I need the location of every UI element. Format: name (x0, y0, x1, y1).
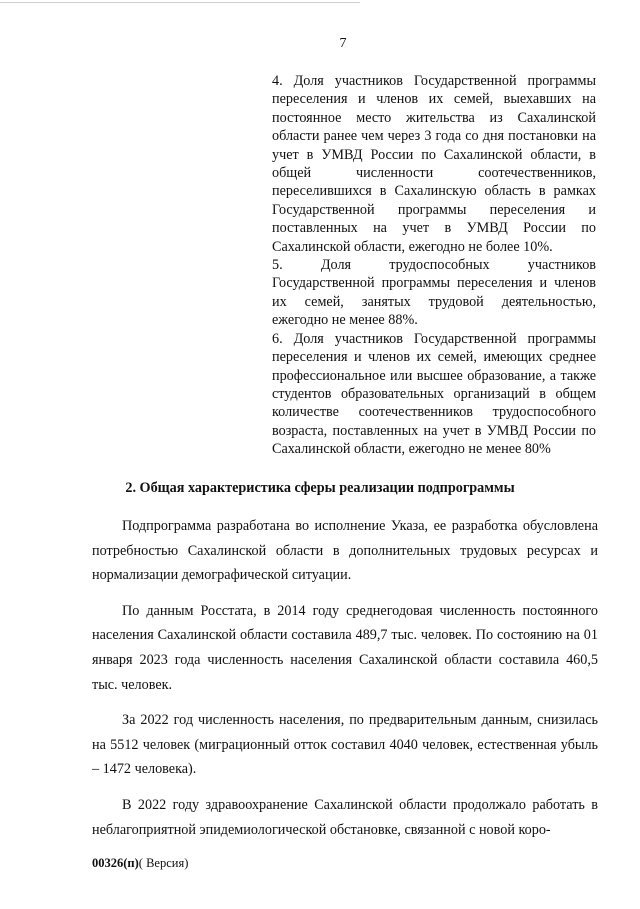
section-body (92, 514, 598, 853)
indicator-item-4: 4. Доля участников Государственной программы переселения и членов их семей, выехавших на постоянное место жительства из Сахалинской области ранее чем через 3 года со дня постановки на учет в УМВД России по Сахалинской области, в общей численности соотечественников, переселившихся в Сахалинскую область в рамках Государственной программы переселения и поставленных на учет в УМВД России по Сахалинской области, ежегодно не более 10%. (272, 73, 596, 255)
indicator-item-6: 6. Доля участников Государственной программы переселения и членов их семей, имеющих среднее профессиональное или высшее образование, а также студентов образовательных организаций в общем количестве соотечественников трудоспособного возраста, поставленных на учет в УМВД России по Сахалинской области, ежегодно не менее 80% (272, 330, 596, 458)
body-paragraph: За 2022 год численность населения, по предварительным данным, снизилась на 5512 человек (миграционный отток составил 4040 человек, естественная убыль – 1472 человека). (92, 712, 598, 778)
document-footer (92, 856, 188, 871)
body-paragraph: В 2022 году здравоохранение Сахалинской области продолжало работать в неблагоприятной эпидемиологической обстановке, связанной с новой коро- (92, 796, 598, 838)
document-version: ( Версия) (138, 856, 189, 870)
target-indicators-list (272, 72, 596, 459)
body-paragraph: Подпрограмма разработана во исполнение Указа, ее разработка обусловлена потребностью Сахалинской области в дополнительных трудовых ресурсах и нормализации демографической ситуации. (92, 518, 598, 584)
section-heading: 2. Общая характеристика сферы реализации подпрограммы (125, 480, 515, 496)
page-number: 7 (339, 36, 347, 51)
indicator-item-5: 5. Доля трудоспособных участников Государственной программы переселения и членов их семей, занятых трудовой деятельностью, ежегодно не менее 88%. (272, 257, 596, 329)
document-code: 00326(п) (92, 856, 139, 870)
body-paragraph: По данным Росстата, в 2014 году среднегодовая численность постоянного населения Сахалинской области составила 489,7 тыс. человек. По состоянию на 01 января 2023 года численность населения Сахалинской области составила 460,5 тыс. человек. (92, 602, 598, 693)
top-edge-rule (0, 2, 360, 3)
